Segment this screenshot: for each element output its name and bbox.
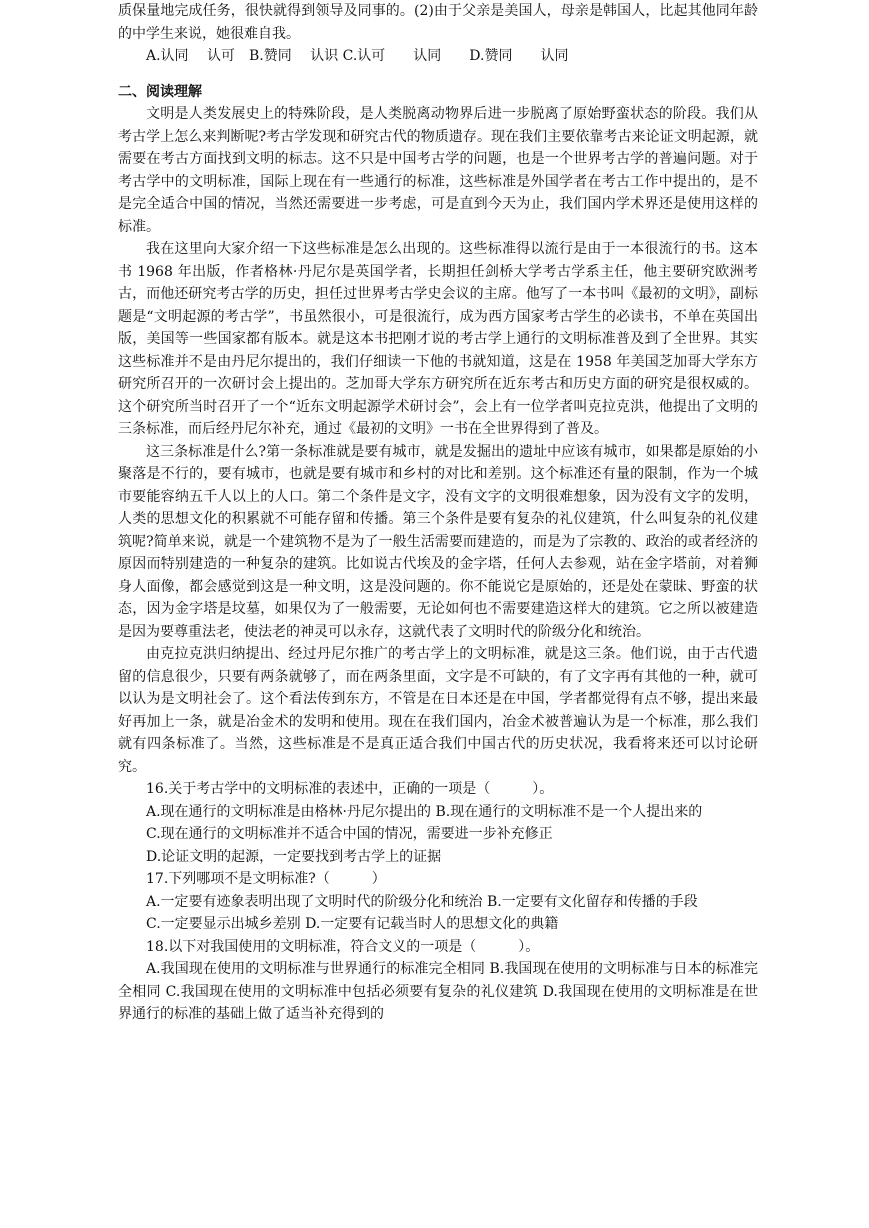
question-18-options: A.我国现在使用的文明标准与世界通行的标准完全相同 B.我国现在使用的文明标准与日本的标准完全相同 C.我国现在使用的文明标准中包括必须要有复杂的礼仪建筑 D.我国现在使用的文明标准是在世界通行的标准的基础上做了适当补充得到的 — [118, 961, 758, 1022]
passage-paragraph: 由克拉克洪归纳提出、经过丹尼尔推广的考古学上的文明标准，就是这三条。他们说，由于古代遗留的信息很少，只要有两条就够了，而在两条里面，文字是不可缺的，有了文字再有其他的一种，就可以认为是文明社会了。这个看法传到东方，不管是在日本还是在中国，学者都觉得有点不够，提出来最好再加上一条，就是冶金术的发明和使用。现在在我们国内，冶金术被普遍认为是一个标准，那么我们就有四条标准了。当然，这些标准是不是真正适合我们中国古代的历史状况，我看将来还可以讨论研究。 — [118, 646, 758, 775]
question-17-options: A.一定要有迹象表明出现了文明时代的阶级分化和统治 B.一定要有文化留存和传播的手段 — [146, 893, 698, 910]
question-16-stem: 16.关于考古学中的文明标准的表述中，正确的一项是（ ）。 — [146, 781, 554, 797]
question-continuation-text: 质保量地完成任务，很快就得到领导及同事的。(2)由于父亲是美国人，母亲是韩国人，比起其他同年龄的中学生来说，她很难自我。 — [118, 3, 758, 42]
question-16-options: D.论证文明的起源，一定要找到考古学上的证据 — [146, 848, 442, 865]
passage-paragraph: 文明是人类发展史上的特殊阶段，是人类脱离动物界后进一步脱离了原始野蛮状态的阶段。我们从考古学上怎么来判断呢?考古学发现和研究古代的物质遗存。现在我们主要依靠考古来论证文明起源，就需要在考古方面找到文明的标志。这不只是中国考古学的问题，也是一个世界考古学的普遍问题。对于考古学中的文明标准，国际上现在有一些通行的标准，这些标准是外国学者在考古工作中提出的，是不是完全适合中国的情况，当然还需要进一步考虑，可是直到今天为止，我们国内学术界还是使用这样的标准。 — [118, 106, 758, 235]
passage-paragraph: 我在这里向大家介绍一下这些标准是怎么出现的。这些标准得以流行是由于一本很流行的书。这本书 1968 年出版，作者格林·丹尼尔是英国学者，长期担任剑桥大学考古学系主任，他主要研究欧洲考古，而他还研究考古学的历史，担任过世界考古学史会议的主席。他写了一本书叫《最初的文明》，副标题是“文明起源的考古学”，书虽然很小，可是很流行，成为西方国家考古学生的必读书，不单在英国出版，美国等一些国家都有版本。就是这本书把刚才说的考古学上通行的文明标准普及到了全世界。其实这些标准并不是由丹尼尔提出的，我们仔细读一下他的书就知道，这是在 1958 年美国芝加哥大学东方研究所召开的一次研讨会上提出的。芝加哥大学东方研究所在近东考古和历史方面的研究是很权威的。这个研究所当时召开了一个“近东文明起源学术研讨会”，会上有一位学者叫克拉克洪，他提出了文明的三条标准，而后经丹尼尔补充，通过《最初的文明》一书在全世界得到了普及。 — [118, 241, 758, 437]
passage-paragraph: 这三条标准是什么?第一条标准就是要有城市，就是发掘出的遗址中应该有城市，如果都是原始的小聚落是不行的，要有城市，也就是要有城市和乡村的对比和差别。这个标准还有量的限制，作为一个城市要能容纳五千人以上的人口。第二个条件是文字，没有文字的文明很难想象，因为没有文字的发明，人类的思想文化的积累就不可能存留和传播。第三个条件是要有复杂的礼仪建筑，什么叫复杂的礼仪建筑呢?简单来说，就是一个建筑物不是为了一般生活需要而建造的，而是为了宗教的、政治的或者经济的原因而特别建造的一种复杂的建筑。比如说古代埃及的金字塔，任何人去参观，站在金字塔前，对着狮身人面像，都会感觉到这是一种文明，这是没问题的。你不能说它是原始的，还是处在蒙昧、野蛮的状态，因为金字塔是坟墓，如果仅为了一般需要，无论如何也不需要建造这样大的建筑。它之所以被建造是因为要尊重法老，使法老的神灵可以永存，这就代表了文明时代的阶级分化和统治。 — [118, 443, 758, 640]
question-16-options: C.现在通行的文明标准并不适合中国的情况，需要进一步补充修正 — [146, 826, 553, 842]
section-title: 二、阅读理解 — [118, 83, 202, 100]
question-17-stem: 17.下列哪项不是文明标准?（ ） — [146, 871, 386, 887]
document-page — [118, 0, 758, 1026]
question-18-stem: 18.以下对我国使用的文明标准，符合文义的一项是（ ）。 — [146, 938, 540, 955]
question-17-options: C.一定要显示出城乡差别 D.一定要有记载当时人的思想文化的典籍 — [146, 916, 559, 932]
question-options: A.认同 认可 B.赞同 认识 C.认可 认同 D.赞同 认同 — [146, 48, 569, 64]
question-16-options: A.现在通行的文明标准是由格林·丹尼尔提出的 B.现在通行的文明标准不是一个人提出来的 — [146, 803, 703, 820]
